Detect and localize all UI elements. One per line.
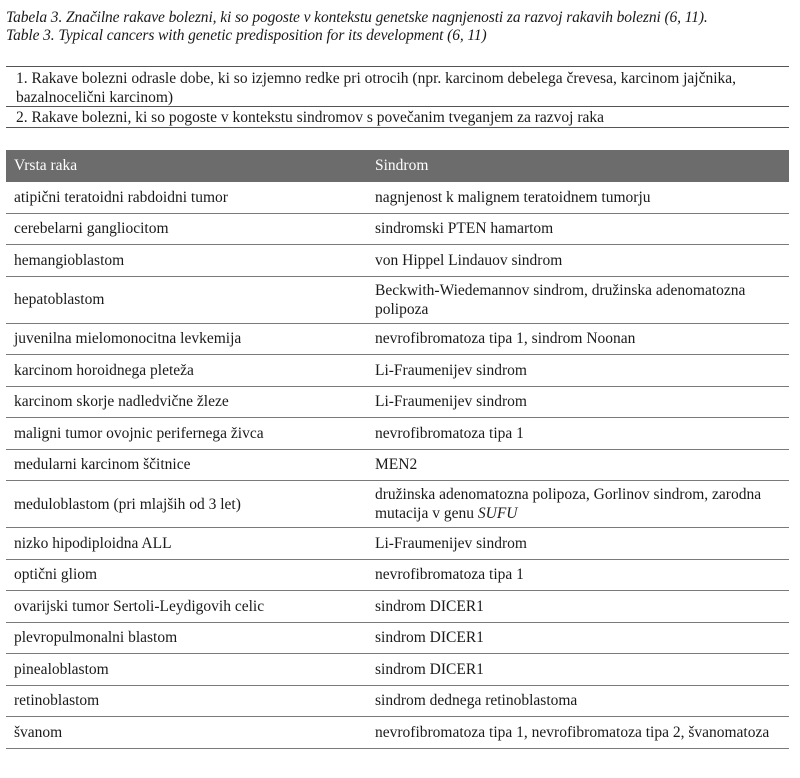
cell-syndrome: sindrom DICER1 — [367, 654, 789, 686]
cell-cancer-type: karcinom horoidnega pleteža — [6, 355, 367, 387]
cell-cancer-type: nizko hipodiploidna ALL — [6, 528, 367, 560]
cell-syndrome: Li-Fraumenijev sindrom — [367, 355, 789, 387]
cell-cancer-type: hepatoblastom — [6, 276, 367, 323]
note-syndrome-cancers: 2. Rakave bolezni, ki so pogoste v kontekstu sindromov s povečanim tveganjem za razvoj raka — [6, 106, 789, 128]
cell-cancer-type: meduloblastom (pri mlajših od 3 let) — [6, 481, 367, 528]
table-row — [6, 276, 789, 323]
cell-syndrome: nagnjenost k malignem teratoidnem tumorju — [367, 182, 789, 213]
table-row — [6, 654, 789, 686]
cell-syndrome — [367, 481, 789, 528]
table-row — [6, 418, 789, 450]
caption-english: Table 3. Typical cancers with genetic predisposition for its development (6, 11) — [6, 27, 487, 44]
cell-syndrome: sindrom DICER1 — [367, 591, 789, 623]
table-row — [6, 622, 789, 654]
cell-syndrome: nevrofibromatoza tipa 1, sindrom Noonan — [367, 323, 789, 355]
cancer-syndrome-table — [6, 150, 789, 749]
cell-syndrome: Li-Fraumenijev sindrom — [367, 528, 789, 560]
table-row — [6, 355, 789, 387]
table-row — [6, 717, 789, 749]
table-row — [6, 182, 789, 213]
cell-cancer-type: karcinom skorje nadledvične žleze — [6, 386, 367, 418]
cell-syndrome: sindromski PTEN hamartom — [367, 213, 789, 245]
cell-syndrome: Beckwith-Wiedemannov sindrom, družinska adenomatozna polipoza — [367, 276, 789, 323]
table-row — [6, 323, 789, 355]
header-syndrome: Sindrom — [367, 150, 789, 182]
cell-syndrome: von Hippel Lindauov sindrom — [367, 245, 789, 277]
cell-syndrome: nevrofibromatoza tipa 1 — [367, 418, 789, 450]
table-row — [6, 386, 789, 418]
cell-cancer-type: švanom — [6, 717, 367, 749]
table-row — [6, 481, 789, 528]
table-row — [6, 591, 789, 623]
cell-syndrome: nevrofibromatoza tipa 1 — [367, 559, 789, 591]
table-notes — [6, 66, 789, 128]
cell-syndrome: Li-Fraumenijev sindrom — [367, 386, 789, 418]
cell-syndrome: sindrom dednega retinoblastoma — [367, 685, 789, 717]
cell-cancer-type: cerebelarni gangliocitom — [6, 213, 367, 245]
cell-cancer-type: atipični teratoidni rabdoidni tumor — [6, 182, 367, 213]
table-row — [6, 685, 789, 717]
table-row — [6, 528, 789, 560]
header-cancer-type: Vrsta raka — [6, 150, 367, 182]
table-body — [6, 182, 789, 748]
table-row — [6, 245, 789, 277]
table-row — [6, 213, 789, 245]
gene-name: SUFU — [477, 505, 518, 522]
cell-syndrome: nevrofibromatoza tipa 1, nevrofibromatoza tipa 2, švanomatoza — [367, 717, 789, 749]
table-header-row — [6, 150, 789, 182]
cell-cancer-type: hemangioblastom — [6, 245, 367, 277]
cell-cancer-type: pinealoblastom — [6, 654, 367, 686]
cell-cancer-type: ovarijski tumor Sertoli-Leydigovih celic — [6, 591, 367, 623]
cell-cancer-type: maligni tumor ovojnic perifernega živca — [6, 418, 367, 450]
cell-cancer-type: plevropulmonalni blastom — [6, 622, 367, 654]
cell-syndrome: MEN2 — [367, 449, 789, 481]
cell-cancer-type: retinoblastom — [6, 685, 367, 717]
table-row — [6, 559, 789, 591]
table-row — [6, 449, 789, 481]
caption-slovenian: Tabela 3. Značilne rakave bolezni, ki so pogoste v kontekstu genetske nagnjenosti za razvoj rakavih bolezni (6, 11). — [6, 9, 708, 26]
cell-cancer-type: optični gliom — [6, 559, 367, 591]
table-caption — [6, 9, 794, 45]
note-adult-cancers: 1. Rakave bolezni odrasle dobe, ki so izjemno redke pri otrocih (npr. karcinom debelega črevesa, karcinom jajčnika, bazalnocelični karcinom) — [6, 66, 789, 106]
cell-cancer-type: medularni karcinom ščitnice — [6, 449, 367, 481]
cell-syndrome: sindrom DICER1 — [367, 622, 789, 654]
cell-cancer-type: juvenilna mielomonocitna levkemija — [6, 323, 367, 355]
syndrome-text: družinska adenomatozna polipoza, Gorlinov sindrom, zarodna mutacija v genu — [375, 486, 762, 522]
